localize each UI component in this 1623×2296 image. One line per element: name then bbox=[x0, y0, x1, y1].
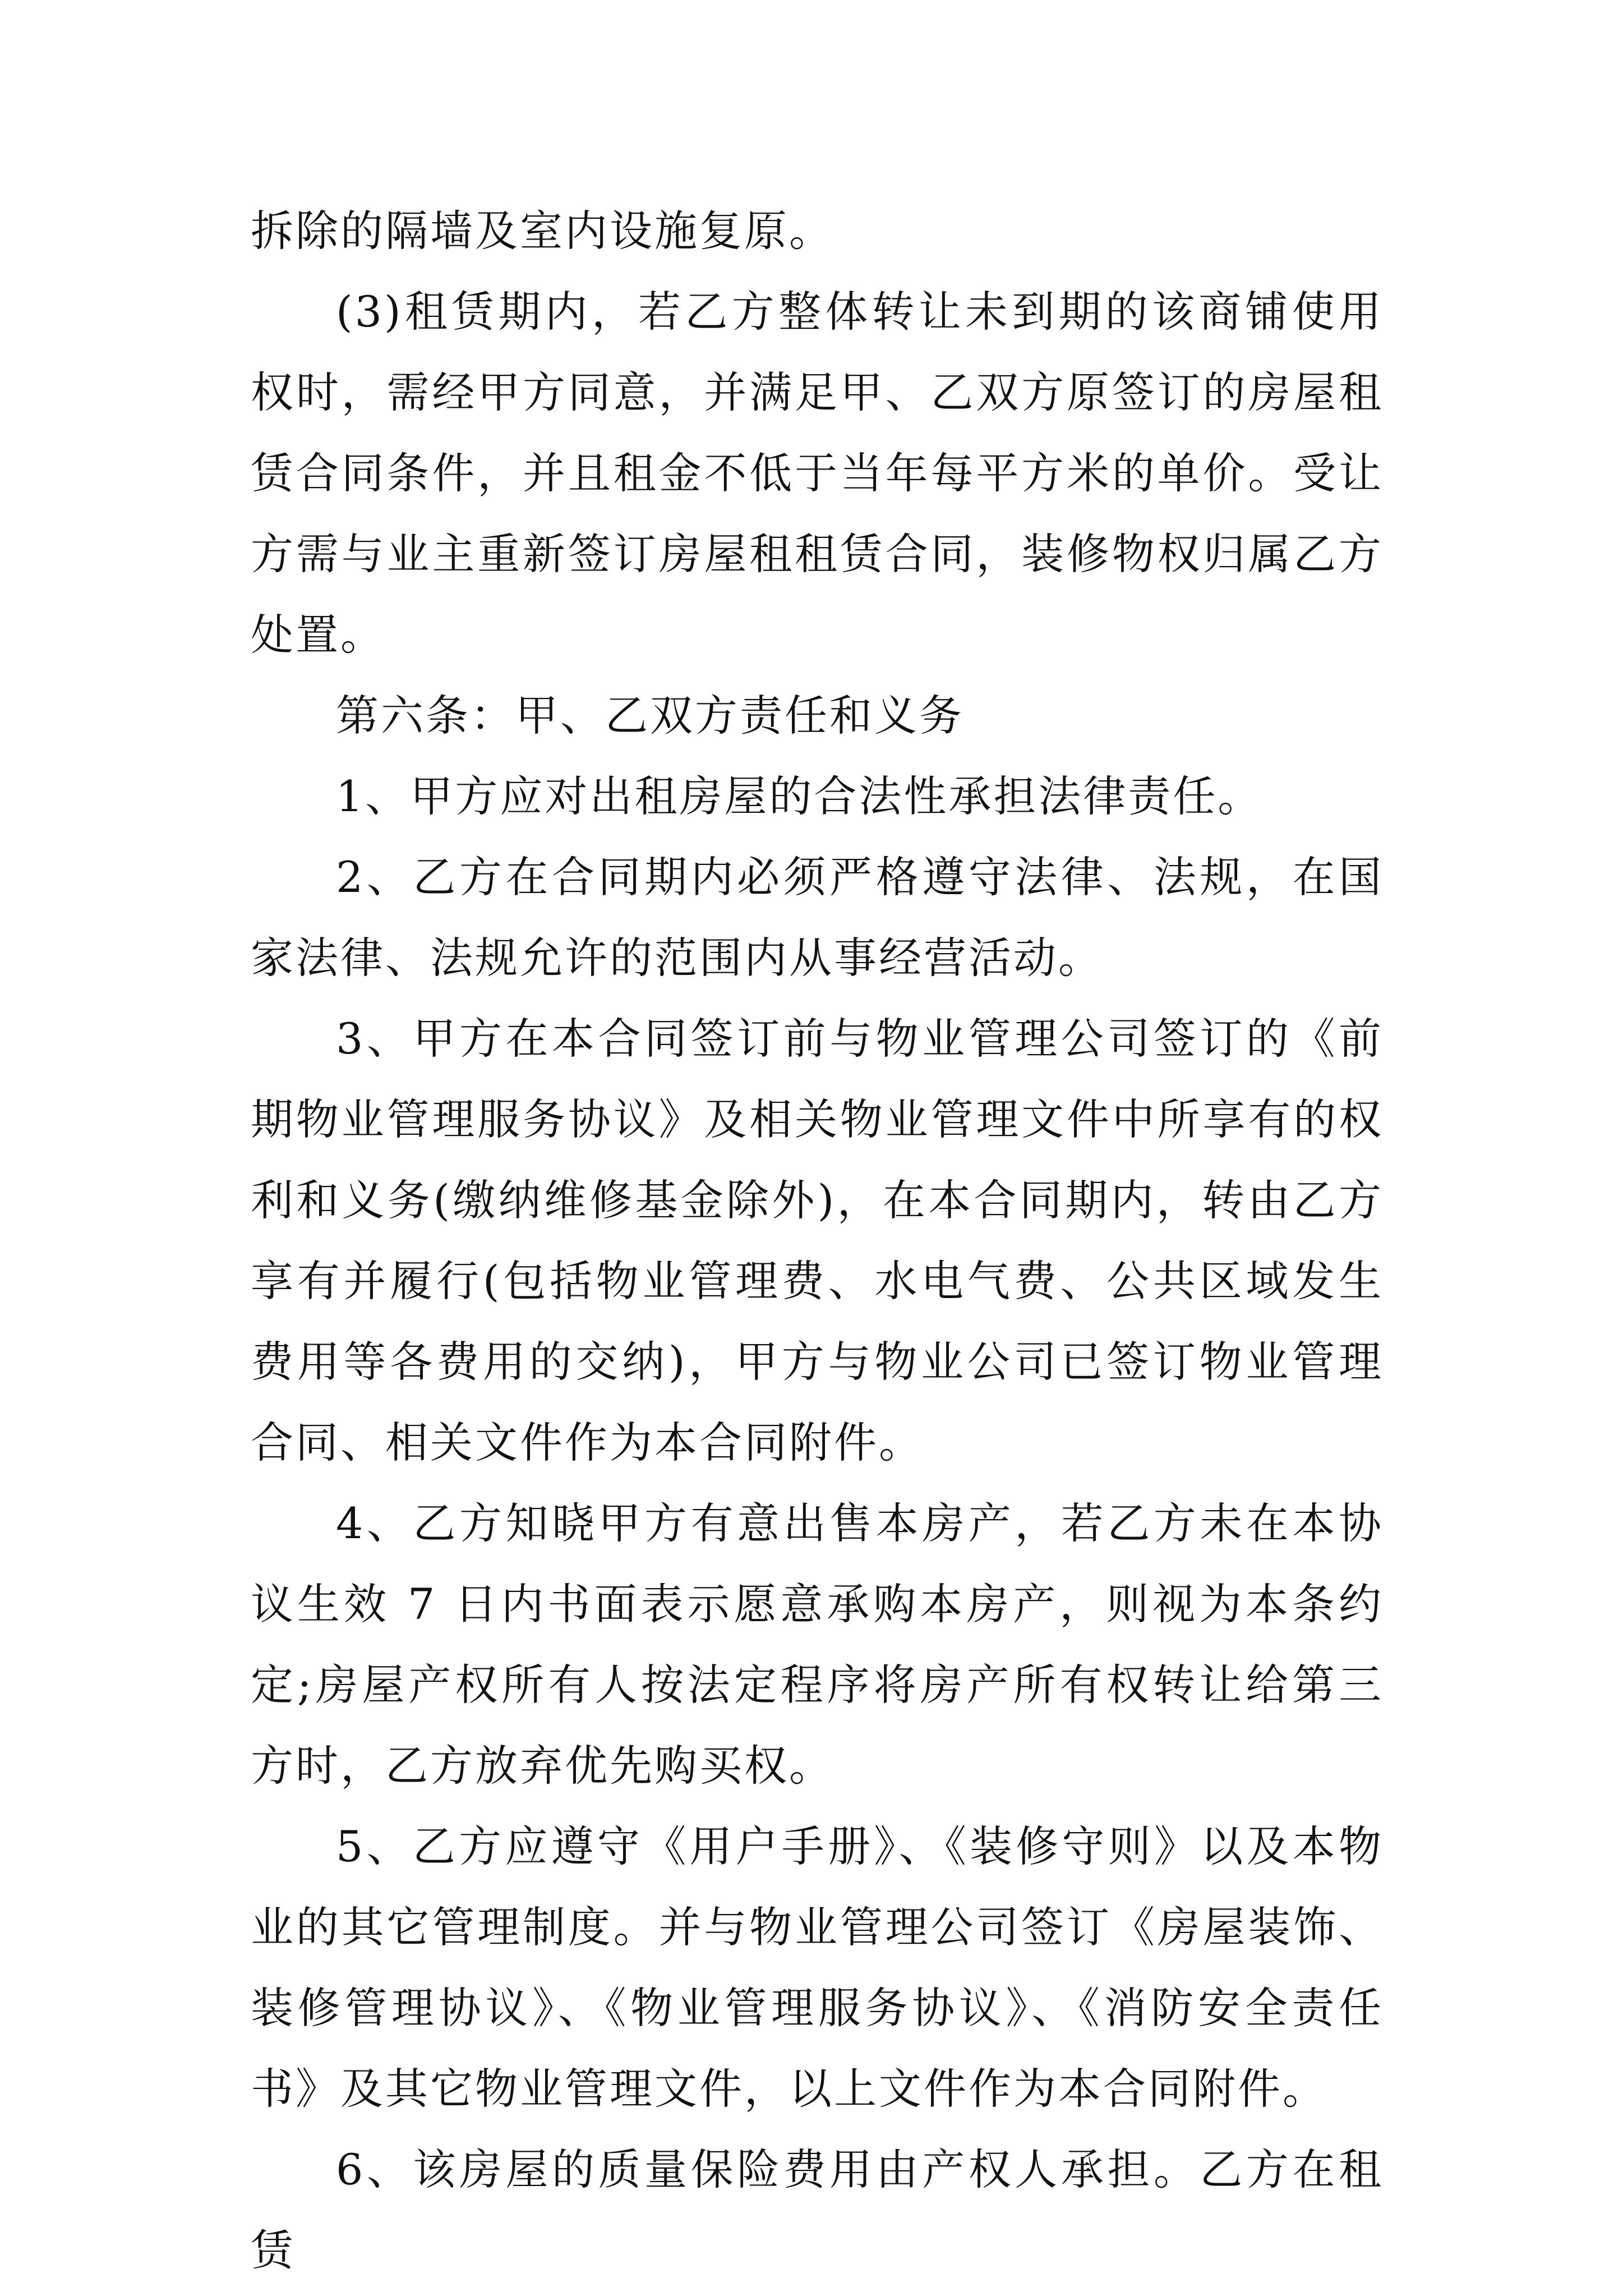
paragraph-item-4: 4、乙方知晓甲方有意出售本房产，若乙方未在本协议生效 7 日内书面表示愿意承购本房产，则视为本条约定;房屋产权所有人按法定程序将房产所有权转让给第三方时，乙方放弃优先购买权。 bbox=[251, 1498, 1384, 1791]
document-body bbox=[251, 191, 1384, 2291]
paragraph-item-5: 5、乙方应遵守《用户手册》、《装修守则》以及本物业的其它管理制度。并与物业管理公司签订《房屋装饰、装修管理协议》、《物业管理服务协议》、《消防安全责任书》及其它物业管理文件，以上文件作为本合同附件。 bbox=[251, 1821, 1384, 2114]
section-heading-article-6: 第六条：甲、乙双方责任和义务 bbox=[336, 691, 964, 740]
paragraph-clause-3-sublease: (3)租赁期内，若乙方整体转让未到期的该商铺使用权时，需经甲方同意，并满足甲、乙双方原签订的房屋租赁合同条件，并且租金不低于当年每平方米的单价。受让方需与业主重新签订房屋租租赁合同，装修物权归属乙方处置。 bbox=[251, 287, 1384, 660]
paragraph-item-2: 2、乙方在合同期内必须严格遵守法律、法规，在国家法律、法规允许的范围内从事经营活动。 bbox=[251, 852, 1384, 983]
paragraph-item-3: 3、甲方在本合同签订前与物业管理公司签订的《前期物业管理服务协议》及相关物业管理文件中所享有的权利和义务(缴纳维修基金除外)，在本合同期内，转由乙方享有并履行(包括物业管理费、水电气费、公共区域发生费用等各费用的交纳)，甲方与物业公司已签订物业管理合同、相关文件作为本合同附件。 bbox=[251, 1014, 1384, 1467]
paragraph-item-6: 6、该房屋的质量保险费用由产权人承担。乙方在租赁 bbox=[251, 2145, 1384, 2275]
paragraph-item-1: 1、甲方应对出租房屋的合法性承担法律责任。 bbox=[336, 771, 1263, 821]
paragraph-continuation: 拆除的隔墙及室内设施复原。 bbox=[251, 206, 834, 256]
